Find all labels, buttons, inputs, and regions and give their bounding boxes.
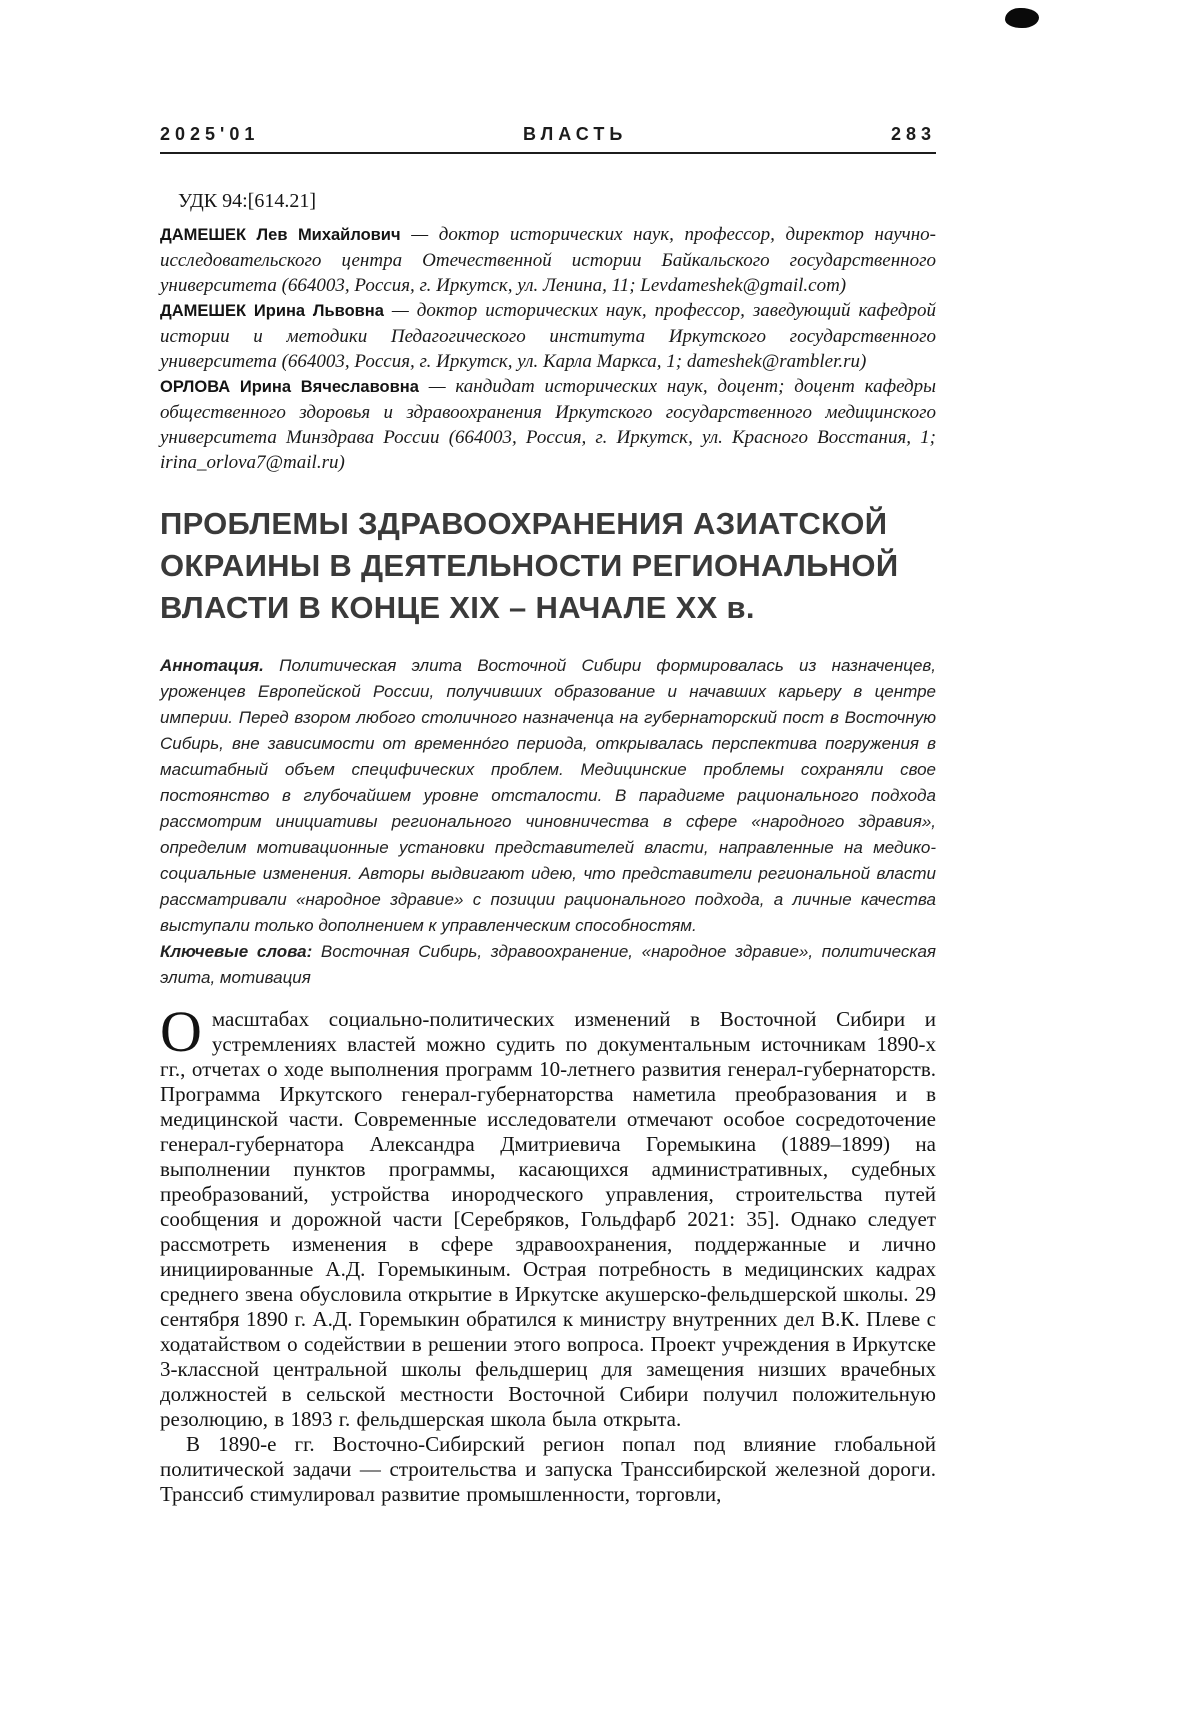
drop-cap: О xyxy=(160,999,202,1064)
author-bio: — кандидат исторических наук, доцент; доцент кафедры общественного здоровья и здравоохранения Иркутского государственного медицинского университета Минздрава России (664003, Россия, г. Иркутск, ул. Красного Восстания, 1; irina_orlova7@mail.ru) xyxy=(160,376,937,473)
journal-title: ВЛАСТЬ xyxy=(523,124,628,144)
keywords-label: Ключевые слова: xyxy=(160,942,313,961)
keywords-paragraph xyxy=(160,939,936,991)
author-name: ОРЛОВА Ирина Вячеславовна xyxy=(160,378,419,396)
authors-block xyxy=(160,222,936,475)
running-head xyxy=(160,124,936,145)
header-rule xyxy=(160,152,936,154)
abstract-paragraph xyxy=(160,653,936,939)
article-body xyxy=(160,999,936,1507)
author-entry xyxy=(160,374,936,475)
abstract-block xyxy=(160,653,936,991)
author-bio: — доктор исторических наук, профессор, заведующий кафедрой истории и методики Педагогического института Иркутского государственного университета (664003, Россия, г. Иркутск, ул. Карла Маркса, 1; dameshek@rambler.ru) xyxy=(160,300,936,372)
body-paragraph-text: В 1890-е гг. Восточно-Сибирский регион попал под влияние глобальной политической задачи — строительства и запуска Транссибирской железной дороги. Транссиб стимулировал развитие промышленности, торговли, xyxy=(160,1432,936,1506)
body-paragraph xyxy=(160,999,936,1432)
article-title-line: ВЛАСТИ В КОНЦЕ XIX – НАЧАЛЕ XX в. xyxy=(160,590,755,625)
page-number: 283 xyxy=(890,124,936,144)
body-paragraph-text: масштабах социально-политических изменений в Восточной Сибири и устремлениях властей можно судить по документальным источникам 1890-х гг., отчетах о ходе выполнения программ 10-летнего развития генерал-губернаторств. Программа Иркутского генерал-губернаторства наметила преобразования и в медицинской части. Современные исследователи отмечают особое сосредоточение генерал-губернатора Александра Дмитриевича Горемыкина (1889–1899) на выполнении пунктов программы, касающихся административных, судебных преобразований, устройства инородческого управления, строительства путей сообщения и дорожной части [Серебряков, Гольдфарб 2021: 35]. Однако следует рассмотреть изменения в сфере здравоохранения, поддержанные и лично инициированные А.Д. Горемыкиным. Острая потребность в медицинских кадрах среднего звена обусловила открытие в Иркутске акушерско-фельдшерской школы. 29 сентября 1890 г. А.Д. Горемыкин обратился к министру внутренних дел В.К. Плеве с ходатайством о содействии в решении этого вопроса. Проект учреждения в Иркутске 3-классной центральной школы фельдшериц для замещения низших врачебных должностей в сельской местности Восточной Сибири получил положительную резолюцию, в 1893 г. фельдшерская школа была открыта. xyxy=(160,1007,936,1431)
abstract-label: Аннотация. xyxy=(160,656,264,675)
abstract-text: Политическая элита Восточной Сибири формировалась из назначенцев, уроженцев Европейской России, получивших образование и начавших карьеру в центре империи. Перед взором любого столичного назначенца на губернаторский пост в Восточную Сибирь, вне зависимости от временно́го периода, открывалась перспектива погружения в масштабный объем специфических проблем. Медицинские проблемы сохраняли свое постоянство в глубочайшем уровне отсталости. В парадигме рационального подхода рассмотрим инициативы регионального чиновничества в сфере «народного здравия», определим мотивационные установки представителей власти, направленные на медико-социальные изменения. Авторы выдвигают идею, что представители региональной власти рассматривали «народное здравие» с позиции рационального подхода, а личные качества выступали только дополнением к управленческим способностям. xyxy=(160,656,936,935)
body-paragraph xyxy=(160,1432,936,1507)
issue-number: 2025'01 xyxy=(160,124,260,144)
author-entry xyxy=(160,222,936,298)
udk-code: УДК 94:[614.21] xyxy=(178,190,316,212)
author-name: ДАМЕШЕК Ирина Львовна xyxy=(160,302,384,320)
keywords-text: Восточная Сибирь, здравоохранение, «народное здравие», политическая элита, мотивация xyxy=(160,942,936,987)
article-title xyxy=(160,503,936,629)
author-bio: — доктор исторических наук, профессор, директор научно-исследовательского центра Отечественной истории Байкальского государственного университета (664003, Россия, г. Иркутск, ул. Ленина, 11; Levdameshek@gmail.com) xyxy=(160,224,936,296)
scan-artifact xyxy=(1005,8,1039,28)
journal-page xyxy=(160,124,936,1507)
article-title-line: ПРОБЛЕМЫ ЗДРАВООХРАНЕНИЯ АЗИАТСКОЙ xyxy=(160,506,888,541)
author-entry xyxy=(160,298,936,374)
author-name: ДАМЕШЕК Лев Михайлович xyxy=(160,226,401,244)
article-title-line: ОКРАИНЫ В ДЕЯТЕЛЬНОСТИ РЕГИОНАЛЬНОЙ xyxy=(160,548,899,583)
